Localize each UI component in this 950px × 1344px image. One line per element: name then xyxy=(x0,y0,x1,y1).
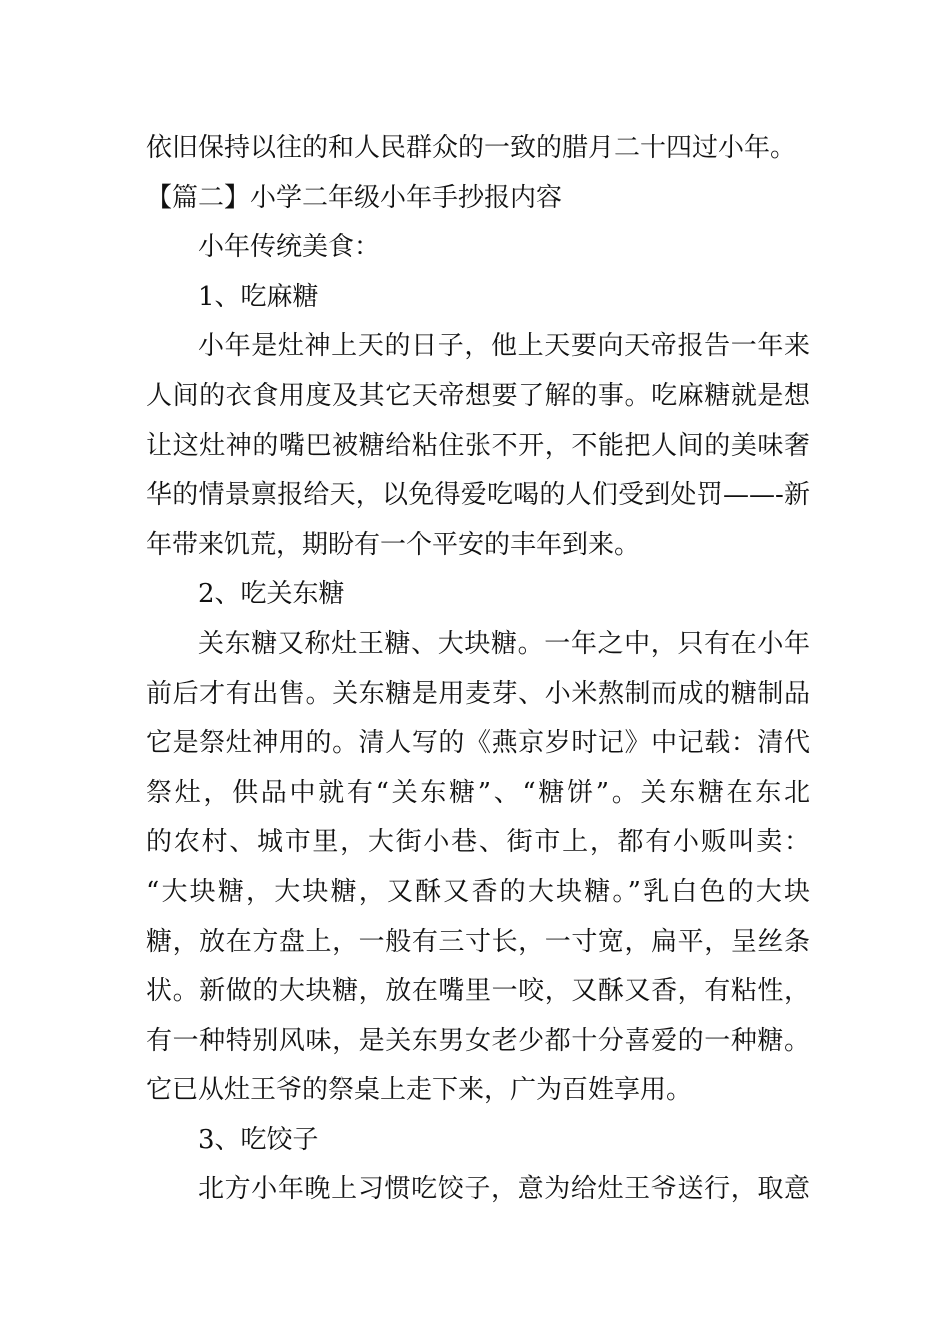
text-line: 【篇二】小学二年级小年手抄报内容 xyxy=(146,182,563,213)
text-line: 祭灶，供品中就有“关东糖”、“糖饼”。关东糖在东北 xyxy=(146,777,810,808)
text-line: 3、吃饺子 xyxy=(198,1124,319,1155)
text-line: 小年是灶神上天的日子，他上天要向天帝报告一年来 xyxy=(198,331,810,362)
text-line: 有一种特别风味，是关东男女老少都十分喜爱的一种糖。 xyxy=(146,1025,810,1056)
text-line: 的农村、城市里，大街小巷、街市上，都有小贩叫卖： xyxy=(146,827,810,858)
text-line: 依旧保持以往的和人民群众的一致的腊月二十四过小年。 xyxy=(146,133,797,163)
text-line: 1、吃麻糖 xyxy=(198,281,319,312)
text-line: “大块糖，大块糖，又酥又香的大块糖。”乳白色的大块 xyxy=(146,876,810,907)
text-line: 关东糖又称灶王糖、大块糖。一年之中，只有在小年 xyxy=(198,628,810,659)
text-line: 它是祭灶神用的。清人写的《燕京岁时记》中记载：清代 xyxy=(146,728,810,759)
text-line: 让这灶神的嘴巴被糖给粘住张不开，不能把人间的美味奢 xyxy=(146,430,810,461)
text-line: 2、吃关东糖 xyxy=(198,579,345,610)
text-line: 它已从灶王爷的祭桌上走下来，广为百姓享用。 xyxy=(146,1075,693,1106)
text-line: 状。新做的大块糖，放在嘴里一咬，又酥又香，有粘性， xyxy=(146,976,810,1007)
text-line: 糖，放在方盘上，一般有三寸长，一寸宽，扁平，呈丝条 xyxy=(146,926,810,957)
text-line: 小年传统美食： xyxy=(198,232,381,263)
body-text xyxy=(146,124,810,1215)
text-line: 前后才有出售。关东糖是用麦芽、小米熬制而成的糖制品 xyxy=(146,678,810,709)
text-line: 人间的衣食用度及其它天帝想要了解的事。吃麻糖就是想 xyxy=(146,380,810,411)
text-line: 年带来饥荒，期盼有一个平安的丰年到来。 xyxy=(146,529,641,560)
text-line: 华的情景禀报给天，以免得爱吃喝的人们受到处罚——-新 xyxy=(146,480,810,511)
text-line: 北方小年晚上习惯吃饺子，意为给灶王爷送行，取意 xyxy=(198,1174,810,1205)
